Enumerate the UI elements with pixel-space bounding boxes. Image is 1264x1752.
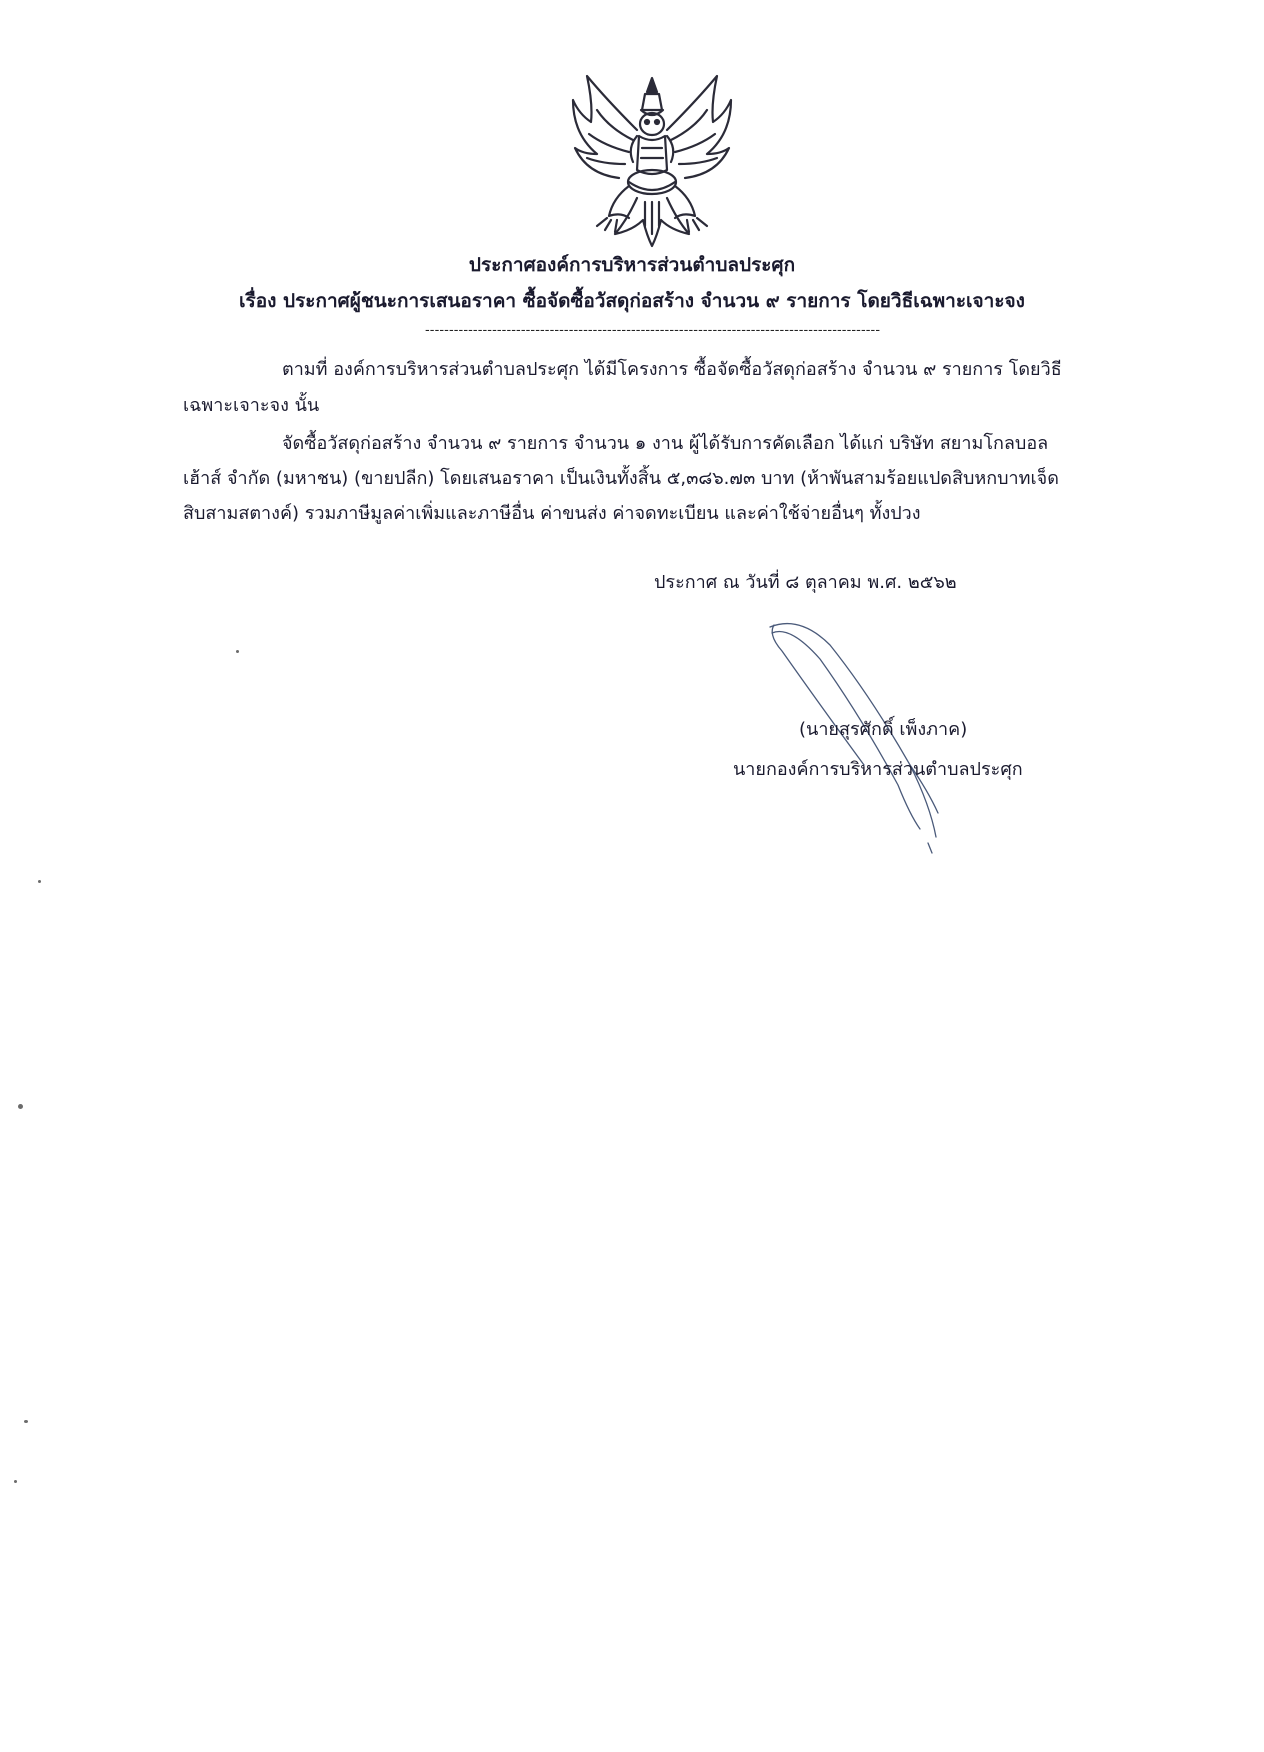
announcement-title: ประกาศองค์การบริหารส่วนตำบลประศุก <box>468 254 796 276</box>
scan-speck <box>18 1104 23 1109</box>
announcement-subject: เรื่อง ประกาศผู้ชนะการเสนอราคา ซื้อจัดซื้อวัสดุก่อสร้าง จำนวน ๙ รายการ โดยวิธีเฉพาะเจาะจง <box>239 290 1025 312</box>
scan-speck <box>14 1480 17 1483</box>
announcement-date: ประกาศ ณ วันที่ ๘ ตุลาคม พ.ศ. ๒๕๖๒ <box>654 572 957 593</box>
scan-speck <box>38 880 41 883</box>
paragraph-2-line-2: เฮ้าส์ จำกัด (มหาชน) (ขายปลีก) โดยเสนอราคา เป็นเงินทั้งสิ้น ๕,๓๘๖.๗๓ บาท (ห้าพันสามร้อยแปดสิบหกบาทเจ็ด <box>183 468 1059 489</box>
title-divider: ----------------------------------------------------------------------------------------------- <box>425 323 880 338</box>
scan-speck <box>236 650 239 653</box>
paragraph-1-line-1: ตามที่ องค์การบริหารส่วนตำบลประศุก ได้มีโครงการ ซื้อจัดซื้อวัสดุก่อสร้าง จำนวน ๙ รายการ โดยวิธี <box>282 359 1062 380</box>
signer-name: (นายสุรศักดิ์ เพ็งภาค) <box>799 719 968 740</box>
garuda-emblem-icon <box>567 70 737 248</box>
signer-title: นายกองค์การบริหารส่วนตำบลประศุก <box>733 759 1023 780</box>
paragraph-2-line-3: สิบสามสตางค์) รวมภาษีมูลค่าเพิ่มและภาษีอื่น ค่าขนส่ง ค่าจดทะเบียน และค่าใช้จ่ายอื่นๆ ทั้งปวง <box>183 503 921 524</box>
scan-speck <box>24 1420 28 1423</box>
paragraph-1-line-2: เฉพาะเจาะจง นั้น <box>183 395 320 416</box>
paragraph-2-line-1: จัดซื้อวัสดุก่อสร้าง จำนวน ๙ รายการ จำนวน ๑ งาน ผู้ได้รับการคัดเลือก ได้แก่ บริษัท สยามโกลบอล <box>282 433 1049 454</box>
